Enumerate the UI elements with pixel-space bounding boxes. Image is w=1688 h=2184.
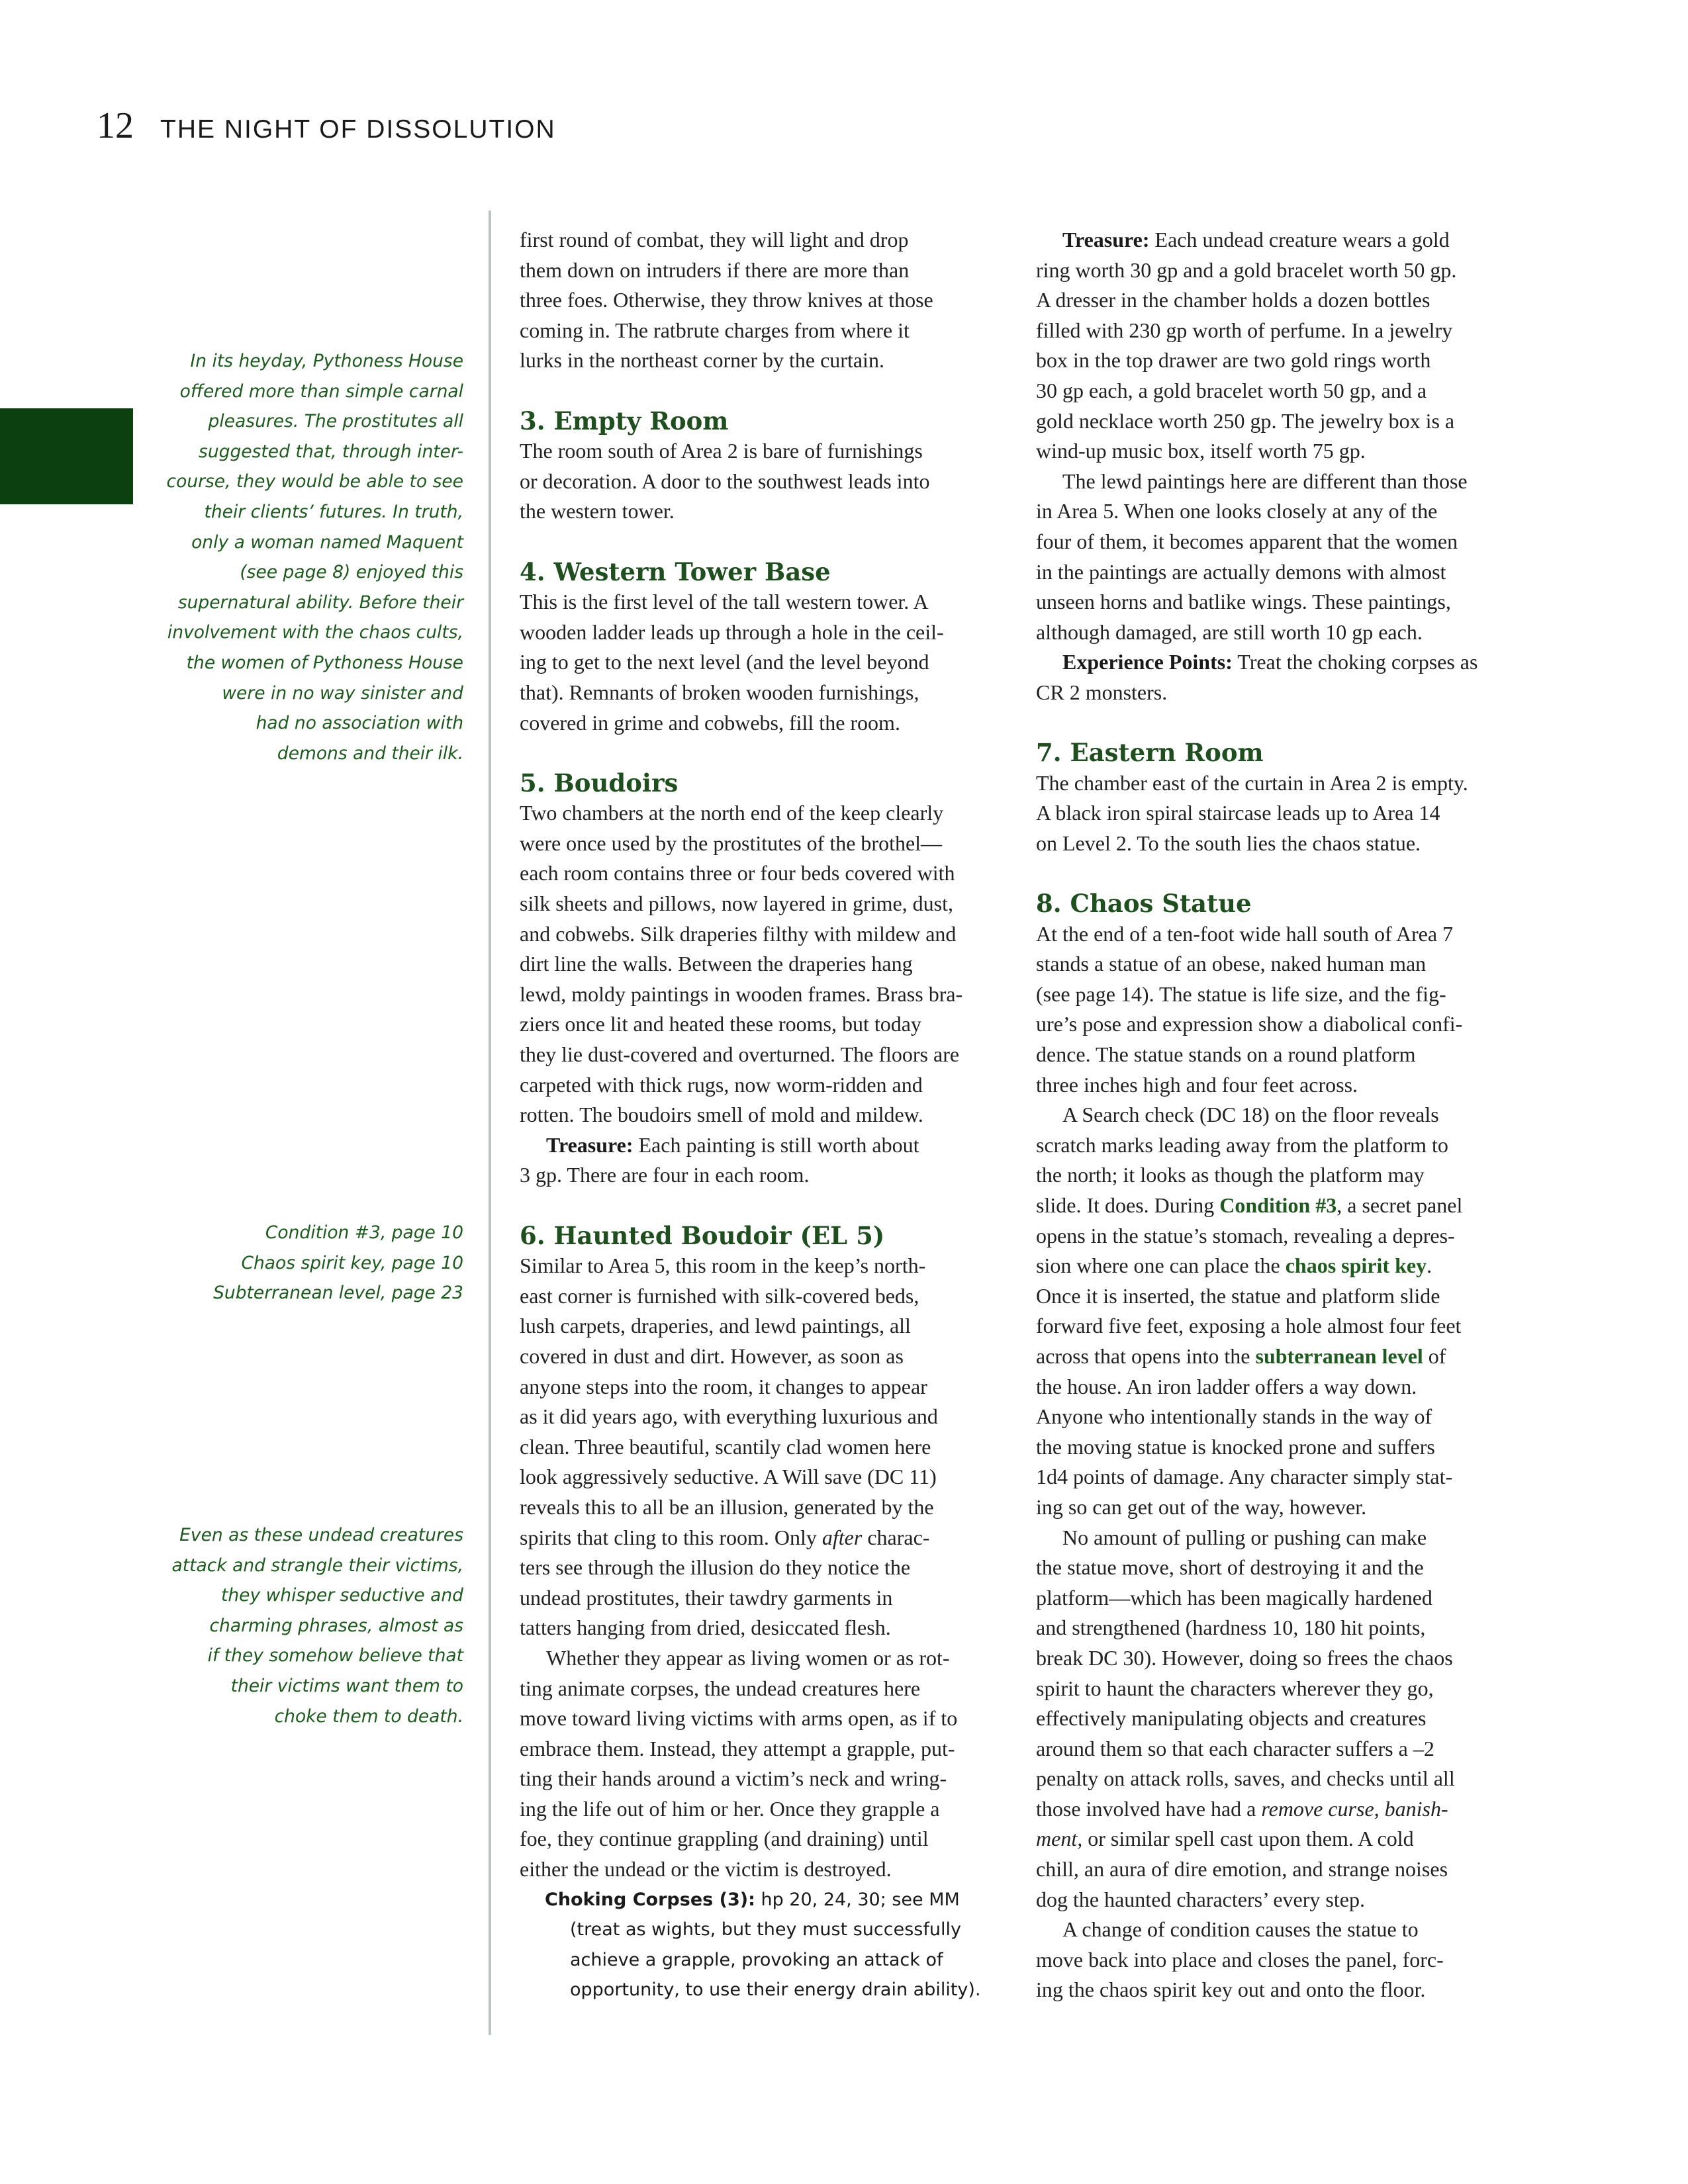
- text-line: The lewd paintings here are different than those: [1062, 469, 1468, 493]
- italic-text: ment,: [1036, 1827, 1083, 1851]
- text-run: spirits that cling to this room. Only: [520, 1525, 822, 1549]
- note-line: pleasures. The prostitutes all: [208, 411, 463, 432]
- heading-western-tower-base: 4. Western Tower Base: [520, 557, 831, 586]
- text-line: and strengthened (hardness 10, 180 hit points,: [1036, 1615, 1426, 1640]
- text-run: of: [1423, 1343, 1446, 1368]
- search-check-paragraph: [1036, 1100, 1532, 1522]
- text-line: No amount of pulling or pushing can make: [1062, 1525, 1427, 1549]
- text-run: those involved have had a: [1036, 1796, 1262, 1821]
- text-line: A change of condition causes the statue to: [1062, 1917, 1419, 1942]
- main-column-1: [520, 225, 1003, 2005]
- text-line: effectively manipulating objects and creatures: [1036, 1706, 1427, 1731]
- text-line: ing to get to the next level (and the level beyond: [520, 650, 929, 674]
- text-line: Two chambers at the north end of the keep clearly: [520, 801, 944, 825]
- text-line: Once it is inserted, the statue and platform slide: [1036, 1283, 1440, 1308]
- subterranean-level-link[interactable]: subterranean level: [1255, 1343, 1423, 1368]
- text-line: lush carpets, draperies, and lewd paintings, all: [520, 1314, 911, 1338]
- text-line: were once used by the prostitutes of the brothel—: [520, 831, 943, 855]
- note-line: offered more than simple carnal: [179, 381, 463, 402]
- note-line: their victims want them to: [230, 1675, 463, 1696]
- chapter-tab: [0, 408, 133, 504]
- text-run: hp 20, 24, 30; see MM: [755, 1889, 960, 1910]
- text-line: three foes. Otherwise, they throw knives at those: [520, 288, 933, 312]
- text-line: in the paintings are actually demons with almost: [1036, 559, 1446, 584]
- text-line: lewd, moldy paintings in wooden frames. Brass bra-: [520, 981, 963, 1006]
- text-run: , a secret panel: [1336, 1193, 1463, 1217]
- heading-chaos-statue: 8. Chaos Statue: [1036, 889, 1252, 919]
- note-line: suggested that, through inter-: [199, 441, 463, 462]
- text-line: ing the life out of him or her. Once they grapple a: [520, 1796, 940, 1821]
- italic-text: remove curse, banish-: [1261, 1796, 1448, 1821]
- text-line: wooden ladder leads up through a hole in the ceil-: [520, 619, 944, 644]
- haunted-boudoir-paragraph: [520, 1251, 1003, 1643]
- text-line: covered in grime and cobwebs, fill the room.: [520, 710, 900, 735]
- experience-points-paragraph: [1036, 647, 1532, 707]
- text-line: platform—which has been magically hardened: [1036, 1585, 1432, 1610]
- sidebar-cross-references: [152, 1218, 463, 1308]
- empty-room-paragraph: [520, 436, 1003, 527]
- text-line: achieve a grapple, provoking an attack of: [570, 1949, 943, 1970]
- text-line: the statue move, short of destroying it and the: [1036, 1555, 1424, 1580]
- text-line: box in the top drawer are two gold rings worth: [1036, 348, 1431, 373]
- page-number: 12: [97, 105, 134, 146]
- text-line: covered in dust and dirt. However, as soon as: [520, 1343, 904, 1368]
- note-line: (see page 8) enjoyed this: [240, 562, 463, 583]
- text-line: around them so that each character suffers a –2: [1036, 1736, 1434, 1760]
- text-line: dence. The statue stands on a round platform: [1036, 1042, 1416, 1067]
- note-line: charming phrases, almost as: [209, 1615, 463, 1636]
- text-line: unseen horns and batlike wings. These paintings,: [1036, 590, 1451, 614]
- text-line: Anyone who intentionally stands in the way of: [1036, 1404, 1432, 1429]
- heading-empty-room: 3. Empty Room: [520, 406, 729, 435]
- text-line: This is the first level of the tall western tower. A: [520, 590, 929, 614]
- text-run: Treat the choking corpses as: [1232, 650, 1478, 674]
- text-line: chill, an aura of dire emotion, and strange noises: [1036, 1857, 1448, 1882]
- text-line: spirit to haunt the characters wherever they go,: [1036, 1676, 1434, 1700]
- boudoirs-treasure: [520, 1130, 1003, 1191]
- text-line: Each painting is still worth about: [633, 1132, 919, 1157]
- text-line: At the end of a ten-foot wide hall south of Area 7: [1036, 921, 1454, 946]
- treasure-label: Treasure:: [546, 1132, 633, 1157]
- text-line: dirt line the walls. Between the draperies hang: [520, 952, 913, 976]
- text-line: them down on intruders if there are more than: [520, 257, 910, 282]
- heading-eastern-room: 7. Eastern Room: [1036, 738, 1264, 768]
- text-line: break DC 30). However, doing so frees the chaos: [1036, 1645, 1453, 1670]
- western-tower-paragraph: [520, 587, 1003, 738]
- text-line: stands a statue of an obese, naked human man: [1036, 952, 1427, 976]
- text-line: on Level 2. To the south lies the chaos statue.: [1036, 831, 1421, 855]
- text-line: look aggressively seductive. A Will save (DC 11): [520, 1465, 937, 1489]
- note-line: were in no way sinister and: [222, 682, 463, 704]
- text-line: or decoration. A door to the southwest leads into: [520, 469, 930, 493]
- note-line: In its heyday, Pythoness House: [190, 351, 463, 371]
- text-line: ting their hands around a victim’s neck and wring-: [520, 1766, 947, 1791]
- note-line: attack and strangle their victims,: [171, 1555, 463, 1576]
- text-line: first round of combat, they will light and drop: [520, 228, 909, 251]
- text-line: opens in the statue’s stomach, revealing a depres-: [1036, 1223, 1455, 1248]
- text-line: lurks in the northeast corner by the curtain.: [520, 348, 884, 373]
- text-run: across that opens into the: [1036, 1343, 1256, 1368]
- xref-chaos-spirit-key[interactable]: Chaos spirit key, page 10: [241, 1252, 463, 1273]
- text-line: although damaged, are still worth 10 gp each.: [1036, 619, 1423, 644]
- text-line: The room south of Area 2 is bare of furnishings: [520, 439, 923, 463]
- condition-3-link[interactable]: Condition #3: [1219, 1193, 1337, 1217]
- text-line: as it did years ago, with everything luxurious and: [520, 1404, 938, 1429]
- text-line: ters see through the illusion do they notice the: [520, 1555, 911, 1580]
- sidebar-note-pythoness-house: [152, 346, 463, 768]
- change-condition-paragraph: [1036, 1915, 1532, 2005]
- note-line: involvement with the chaos cults,: [167, 622, 463, 643]
- stat-block-choking-corpses: [520, 1885, 1003, 2005]
- text-line: the moving statue is knocked prone and suffers: [1036, 1434, 1435, 1459]
- heading-boudoirs: 5. Boudoirs: [520, 768, 679, 797]
- text-run: or similar spell cast upon them. A cold: [1082, 1827, 1414, 1851]
- text-line: Whether they appear as living women or as rot-: [546, 1645, 950, 1670]
- text-line: ziers once lit and heated these rooms, but today: [520, 1012, 921, 1036]
- text-line: carpeted with thick rugs, now worm-ridden and: [520, 1072, 923, 1097]
- text-line: 1d4 points of damage. Any character simply stat-: [1036, 1465, 1453, 1489]
- text-line: dog the haunted characters’ every step.: [1036, 1887, 1365, 1911]
- text-line: penalty on attack rolls, saves, and checks until all: [1036, 1766, 1455, 1791]
- note-line: had no association with: [256, 713, 463, 734]
- main-column-2: [1036, 225, 1532, 2005]
- chaos-spirit-key-link[interactable]: chaos spirit key: [1285, 1253, 1427, 1278]
- note-line: demons and their ilk.: [277, 743, 463, 764]
- text-line: ure’s pose and expression show a diabolical confi-: [1036, 1012, 1463, 1036]
- text-line: rotten. The boudoirs smell of mold and mildew.: [520, 1103, 923, 1127]
- text-line: move back into place and closes the panel, forc-: [1036, 1947, 1444, 1972]
- note-line: they whisper seductive and: [221, 1585, 463, 1606]
- text-line: gold necklace worth 250 gp. The jewelry box is a: [1036, 408, 1455, 433]
- eastern-room-paragraph: [1036, 768, 1532, 859]
- text-run: .: [1427, 1253, 1432, 1278]
- text-line: east corner is furnished with silk-covered beds,: [520, 1283, 919, 1308]
- text-line: forward five feet, exposing a hole almost four feet: [1036, 1314, 1462, 1338]
- text-line: foe, they continue grappling (and draining) until: [520, 1827, 929, 1851]
- text-line: A Search check (DC 18) on the floor reveals: [1062, 1103, 1439, 1127]
- text-line: tatters hanging from dried, desiccated flesh.: [520, 1615, 891, 1640]
- text-line: scratch marks leading away from the platform to: [1036, 1132, 1448, 1157]
- text-run: charac-: [862, 1525, 930, 1549]
- column-rule: [489, 210, 491, 2035]
- chaos-statue-paragraph: [1036, 919, 1532, 1101]
- intro-paragraph: [520, 225, 1003, 376]
- note-line: only a woman named Maquent: [191, 531, 463, 553]
- haunted-boudoir-paragraph-2: [520, 1643, 1003, 1885]
- text-line: The chamber east of the curtain in Area 2 is empty.: [1036, 770, 1468, 795]
- text-line: they lie dust-covered and overturned. The floors are: [520, 1042, 960, 1067]
- xp-label: Experience Points:: [1062, 650, 1233, 674]
- stat-name: Choking Corpses (3):: [545, 1889, 755, 1910]
- text-line: four of them, it becomes apparent that the women: [1036, 529, 1458, 553]
- text-run: Each undead creature wears a gold: [1149, 228, 1450, 251]
- text-line: in Area 5. When one looks closely at any of the: [1036, 499, 1438, 523]
- text-line: move toward living victims with arms open, as if to: [520, 1706, 958, 1731]
- text-line: that). Remnants of broken wooden furnishings,: [520, 680, 919, 704]
- text-line: CR 2 monsters.: [1036, 680, 1168, 704]
- text-line: the house. An iron ladder offers a way down.: [1036, 1374, 1417, 1398]
- text-line: undead prostitutes, their tawdry garments in: [520, 1585, 893, 1610]
- note-line: supernatural ability. Before their: [177, 592, 463, 613]
- text-line: coming in. The ratbrute charges from where it: [520, 318, 910, 342]
- text-line: the north; it looks as though the platform may: [1036, 1163, 1425, 1187]
- text-line: reveals this to all be an illusion, generated by the: [520, 1494, 934, 1519]
- text-line: ing so can get out of the way, however.: [1036, 1494, 1367, 1519]
- heading-haunted-boudoir: 6. Haunted Boudoir (EL 5): [520, 1220, 885, 1250]
- sidebar-note-undead: [152, 1520, 463, 1731]
- text-line: and cobwebs. Silk draperies filthy with mildew and: [520, 921, 957, 946]
- text-line: wind-up music box, itself worth 75 gp.: [1036, 439, 1366, 463]
- text-run: sion where one can place the: [1036, 1253, 1286, 1278]
- text-line: ting animate corpses, the undead creatures here: [520, 1676, 921, 1700]
- text-line: clean. Three beautiful, scantily clad women here: [520, 1434, 931, 1459]
- text-line: (see page 14). The statue is life size, and the fig-: [1036, 981, 1446, 1006]
- italic-text: after: [821, 1525, 863, 1549]
- text-line: filled with 230 gp worth of perfume. In a jewelry: [1036, 318, 1453, 342]
- destroy-statue-paragraph: [1036, 1523, 1532, 1915]
- text-line: (treat as wights, but they must successfully: [570, 1919, 961, 1940]
- note-line: Even as these undead creatures: [179, 1525, 463, 1545]
- text-line: each room contains three or four beds covered with: [520, 861, 955, 886]
- running-header: [97, 105, 556, 147]
- xref-condition-3[interactable]: Condition #3, page 10: [265, 1222, 463, 1243]
- note-line: choke them to death.: [274, 1706, 463, 1727]
- text-line: the western tower.: [520, 499, 675, 523]
- note-line: the women of Pythoness House: [186, 652, 463, 673]
- text-line: opportunity, to use their energy drain ability).: [570, 1979, 981, 2001]
- text-line: ring worth 30 gp and a gold bracelet worth 50 gp.: [1036, 257, 1457, 282]
- text-line: A black iron spiral staircase leads up to Area 14: [1036, 801, 1440, 825]
- text-line: silk sheets and pillows, now layered in grime, dust,: [520, 891, 954, 916]
- running-title: THE NIGHT OF DISSOLUTION: [160, 115, 556, 144]
- text-line: 30 gp each, a gold bracelet worth 50 gp, and a: [1036, 378, 1427, 402]
- text-run: slide. It does. During: [1036, 1193, 1220, 1217]
- text-line: 3 gp. There are four in each room.: [520, 1163, 810, 1187]
- note-line: if they somehow believe that: [207, 1645, 463, 1666]
- treasure-label: Treasure:: [1062, 228, 1150, 251]
- text-line: Similar to Area 5, this room in the keep’s north-: [520, 1253, 926, 1278]
- paintings-paragraph: [1036, 467, 1532, 648]
- text-line: three inches high and four feet across.: [1036, 1072, 1358, 1097]
- text-line: either the undead or the victim is destroyed.: [520, 1857, 892, 1882]
- xref-subterranean-level[interactable]: Subterranean level, page 23: [213, 1283, 463, 1304]
- note-line: their clients’ futures. In truth,: [204, 501, 463, 522]
- note-line: course, they would be able to see: [166, 471, 463, 492]
- text-line: anyone steps into the room, it changes to appear: [520, 1374, 927, 1398]
- haunted-treasure-paragraph: [1036, 225, 1532, 467]
- text-line: A dresser in the chamber holds a dozen bottles: [1036, 288, 1430, 312]
- text-line: ing the chaos spirit key out and onto the floor.: [1036, 1978, 1426, 2002]
- boudoirs-paragraph: [520, 798, 1003, 1130]
- text-line: embrace them. Instead, they attempt a grapple, put-: [520, 1736, 955, 1760]
